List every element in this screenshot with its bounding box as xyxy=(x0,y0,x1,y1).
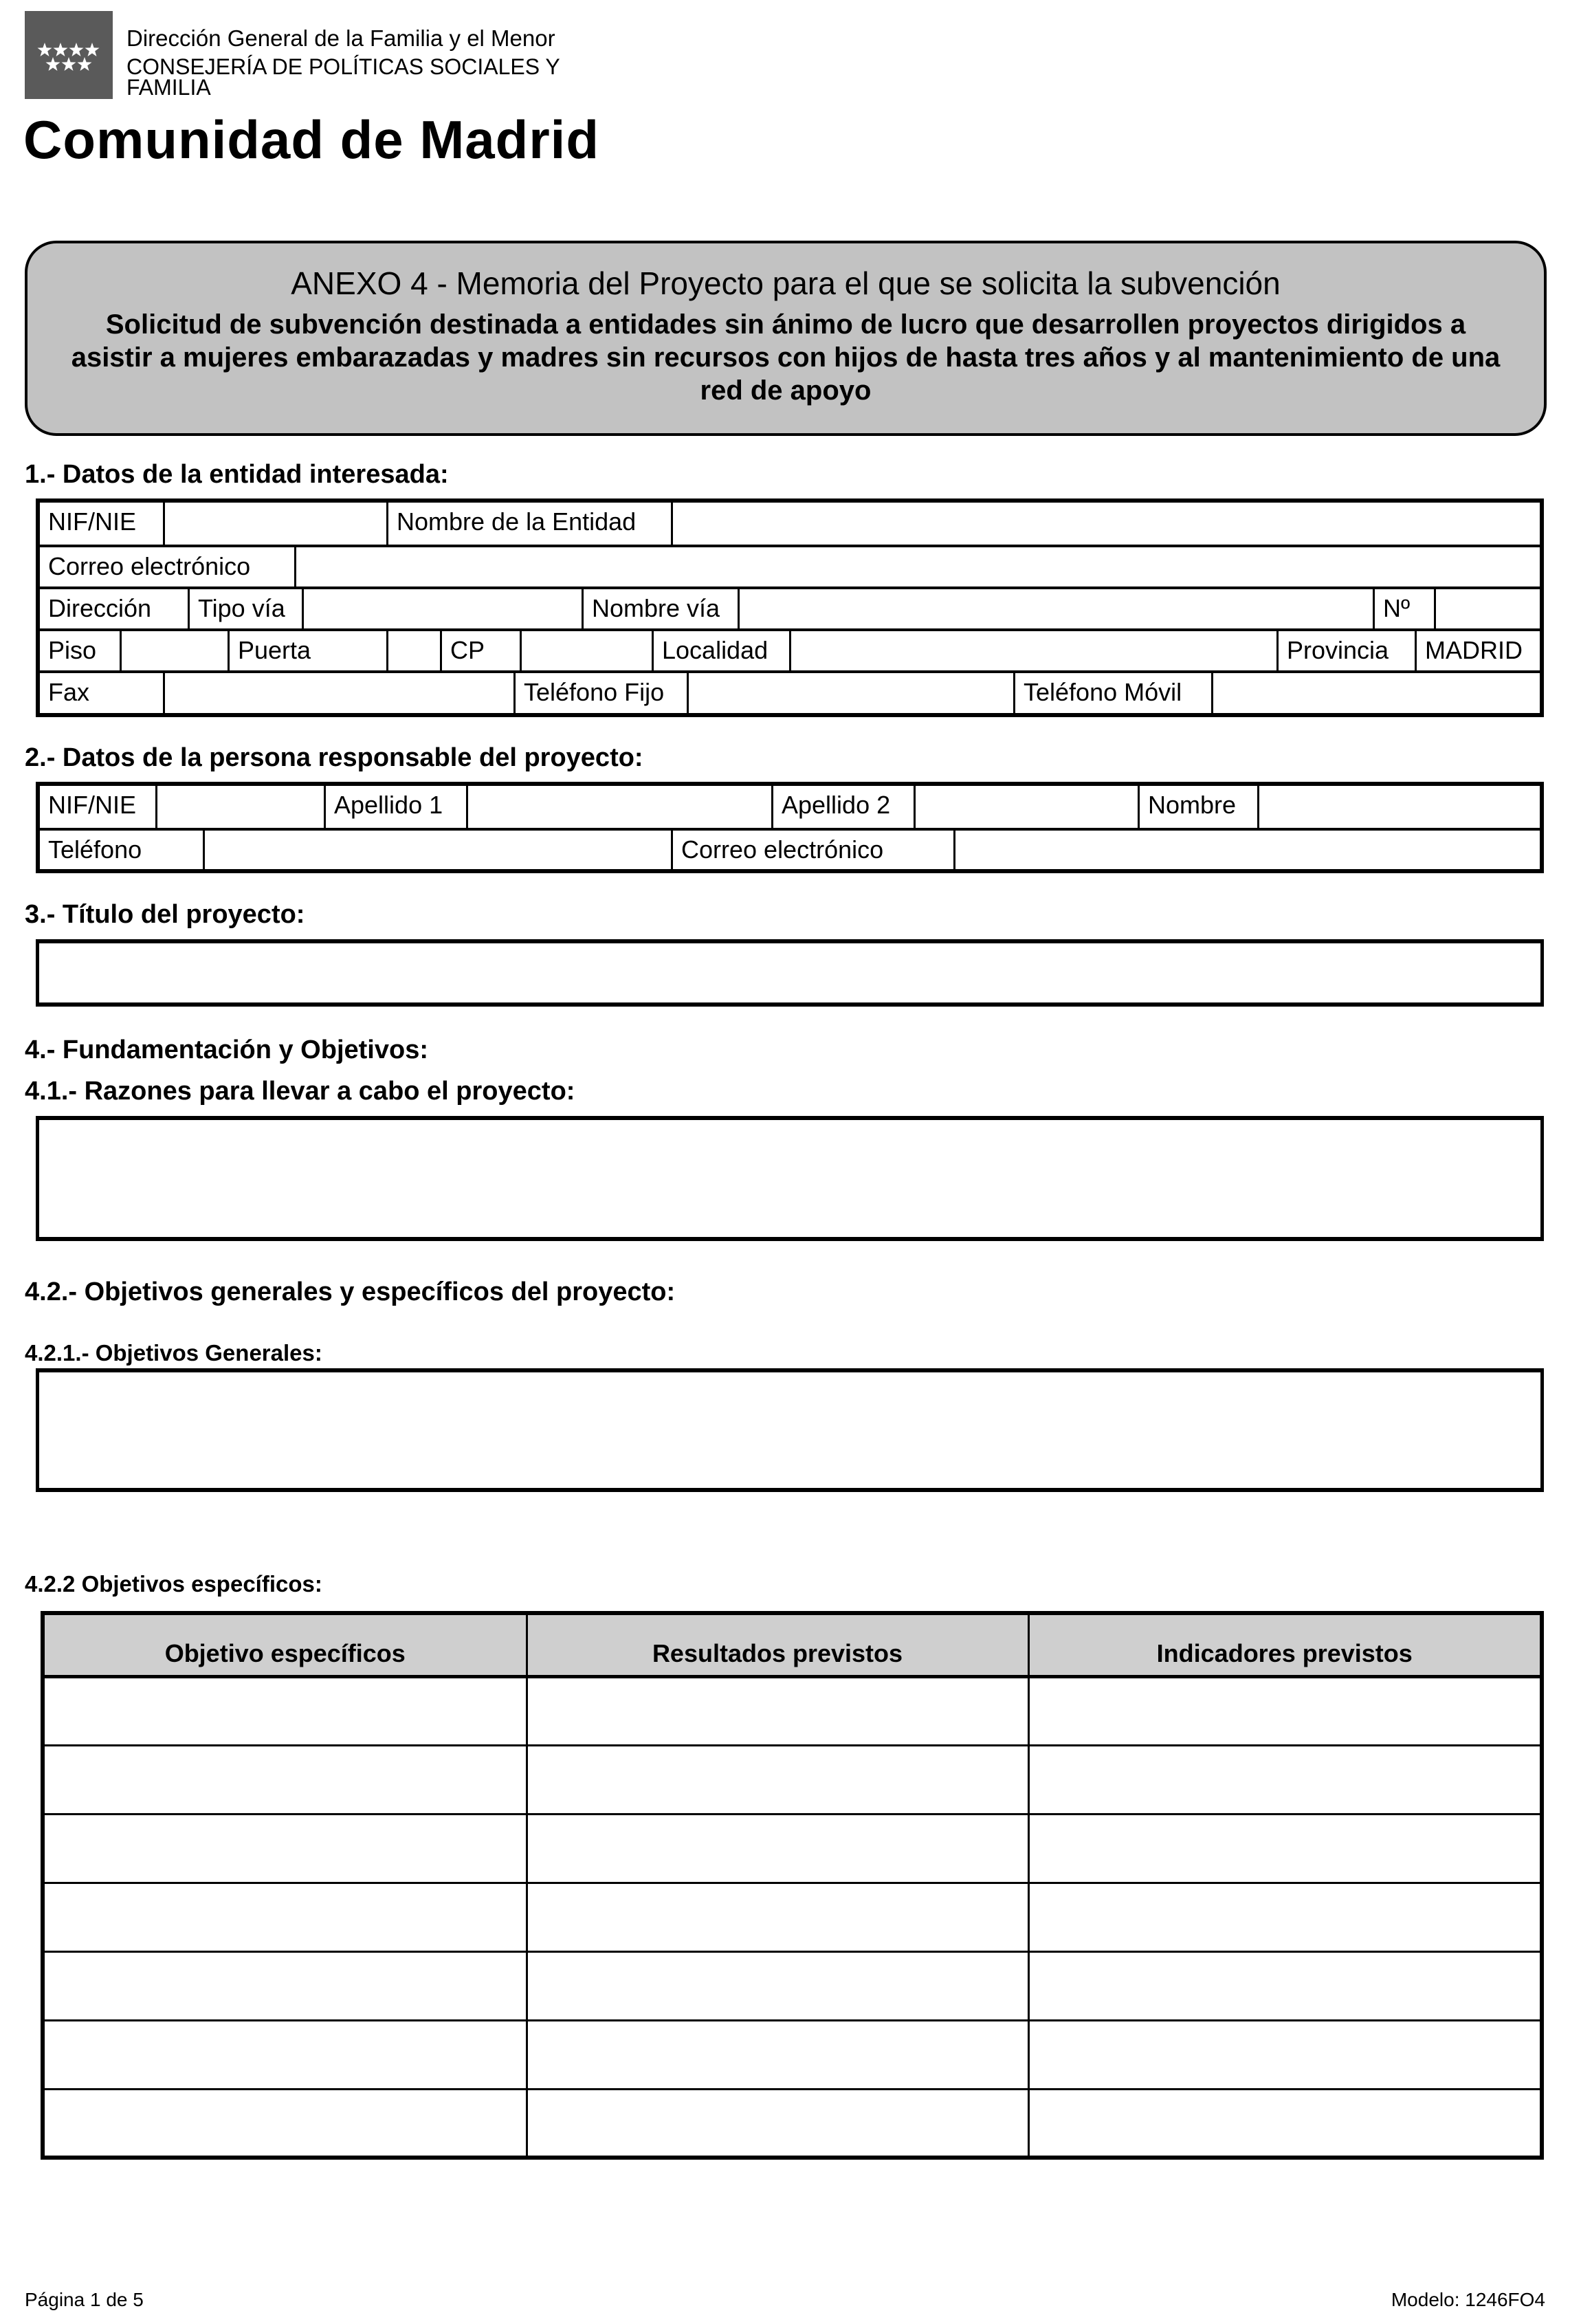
objective-cell[interactable] xyxy=(43,2020,527,2089)
section422-heading: 4.2.2 Objetivos específicos: xyxy=(25,1571,322,1597)
stars-icon xyxy=(25,11,113,99)
surname2-input[interactable] xyxy=(914,786,1138,828)
floor-input[interactable] xyxy=(120,631,228,670)
fax-input[interactable] xyxy=(163,673,513,713)
results-cell[interactable] xyxy=(527,1676,1028,1745)
objective-cell[interactable] xyxy=(43,1883,527,1951)
results-cell[interactable] xyxy=(527,2020,1028,2089)
mobile-input[interactable] xyxy=(1211,673,1540,713)
postal-code-label: CP xyxy=(440,631,520,670)
surname1-input[interactable] xyxy=(466,786,771,828)
results-cell[interactable] xyxy=(527,2089,1028,2158)
province-value[interactable]: MADRID xyxy=(1415,631,1540,670)
comunidad-madrid-logo-icon xyxy=(25,11,113,99)
street-type-input[interactable] xyxy=(302,589,582,628)
fax-label: Fax xyxy=(48,678,90,706)
objective-cell[interactable] xyxy=(43,2089,527,2158)
results-cell[interactable] xyxy=(527,1745,1028,1814)
entity-row-5 xyxy=(40,670,1540,713)
table-row xyxy=(43,2089,1542,2158)
first-name-label: Nombre xyxy=(1138,786,1257,828)
table-row xyxy=(43,2020,1542,2089)
entity-data-table xyxy=(36,498,1544,717)
street-name-input[interactable] xyxy=(738,589,1373,628)
person-nif-input[interactable] xyxy=(155,786,324,828)
door-label: Puerta xyxy=(228,631,386,670)
locality-label: Localidad xyxy=(652,631,789,670)
person-email-input[interactable] xyxy=(953,831,1540,869)
person-phone-input[interactable] xyxy=(203,831,671,869)
form-title-box xyxy=(25,241,1547,436)
section421-heading: 4.2.1.- Objetivos Generales: xyxy=(25,1340,322,1366)
number-label: Nº xyxy=(1373,589,1434,628)
objective-cell[interactable] xyxy=(43,1745,527,1814)
street-type-label: Tipo vía xyxy=(188,589,302,628)
email-label: Correo electrónico xyxy=(48,552,251,580)
indicators-cell[interactable] xyxy=(1028,1745,1542,1814)
table-row xyxy=(43,1745,1542,1814)
directorate-name: Dirección General de la Familia y el Menor xyxy=(126,25,555,51)
section4-heading: 4.- Fundamentación y Objetivos: xyxy=(25,1035,428,1064)
entity-row-2 xyxy=(40,545,1540,587)
entity-name-label: Nombre de la Entidad xyxy=(386,503,671,545)
form-title: ANEXO 4 - Memoria del Proyecto para el que se solicita la subvención xyxy=(291,265,1281,301)
floor-label: Piso xyxy=(48,636,97,664)
form-subtitle: Solicitud de subvención destinada a entidades sin ánimo de lucro que desarrollen proyectos dirigidos a asistir a mujeres embarazadas y madres sin recursos con hijos de hasta tres años y al mantenimiento de una red de apoyo xyxy=(71,309,1501,406)
general-objectives-input[interactable] xyxy=(36,1368,1544,1492)
street-name-label: Nombre vía xyxy=(582,589,738,628)
address-label: Dirección xyxy=(48,594,152,622)
table-header-row xyxy=(43,1613,1542,1676)
person-row-2 xyxy=(40,828,1540,869)
objective-cell[interactable] xyxy=(43,1814,527,1883)
entity-name-input[interactable] xyxy=(671,503,1540,545)
person-phone-label: Teléfono xyxy=(48,835,142,864)
department-name: CONSEJERÍA DE POLÍTICAS SOCIALES Y FAMILIA xyxy=(126,54,560,100)
project-title-input[interactable] xyxy=(36,939,1544,1007)
indicators-cell[interactable] xyxy=(1028,1883,1542,1951)
indicators-cell[interactable] xyxy=(1028,2089,1542,2158)
first-name-input[interactable] xyxy=(1257,786,1540,828)
person-row-1 xyxy=(40,786,1540,828)
brand-title: Comunidad de Madrid xyxy=(23,109,599,170)
column-header-objective: Objetivo específicos xyxy=(43,1613,527,1676)
person-nif-label: NIF/NIE xyxy=(48,791,137,819)
table-row xyxy=(43,1676,1542,1745)
surname1-label: Apellido 1 xyxy=(324,786,466,828)
entity-row-1 xyxy=(40,503,1540,545)
section3-heading: 3.- Título del proyecto: xyxy=(25,900,305,929)
section2-heading: 2.- Datos de la persona responsable del proyecto: xyxy=(25,743,643,772)
model-code: Modelo: 1246FO4 xyxy=(1391,2289,1545,2310)
project-reasons-input[interactable] xyxy=(36,1116,1544,1241)
nif-input[interactable] xyxy=(163,503,386,545)
section1-heading: 1.- Datos de la entidad interesada: xyxy=(25,460,449,489)
indicators-cell[interactable] xyxy=(1028,1951,1542,2020)
section41-heading: 4.1.- Razones para llevar a cabo el proyecto: xyxy=(25,1077,575,1106)
indicators-cell[interactable] xyxy=(1028,1676,1542,1745)
surname2-label: Apellido 2 xyxy=(771,786,914,828)
table-row xyxy=(43,1951,1542,2020)
landline-input[interactable] xyxy=(687,673,1013,713)
postal-code-input[interactable] xyxy=(520,631,652,670)
nif-label: NIF/NIE xyxy=(48,507,137,536)
page-number: Página 1 de 5 xyxy=(25,2289,144,2310)
mobile-label: Teléfono Móvil xyxy=(1013,673,1211,713)
objective-cell[interactable] xyxy=(43,1676,527,1745)
results-cell[interactable] xyxy=(527,1883,1028,1951)
person-email-label: Correo electrónico xyxy=(671,831,953,869)
results-cell[interactable] xyxy=(527,1814,1028,1883)
landline-label: Teléfono Fijo xyxy=(513,673,687,713)
objective-cell[interactable] xyxy=(43,1951,527,2020)
entity-row-4 xyxy=(40,628,1540,670)
door-input[interactable] xyxy=(386,631,440,670)
responsible-person-table xyxy=(36,782,1544,873)
number-input[interactable] xyxy=(1434,589,1540,628)
column-header-results: Resultados previstos xyxy=(527,1613,1028,1676)
indicators-cell[interactable] xyxy=(1028,2020,1542,2089)
province-label: Provincia xyxy=(1276,631,1415,670)
results-cell[interactable] xyxy=(527,1951,1028,2020)
locality-input[interactable] xyxy=(789,631,1276,670)
specific-objectives-table xyxy=(41,1611,1544,2160)
entity-row-3 xyxy=(40,587,1540,628)
email-input[interactable] xyxy=(294,547,1540,587)
column-header-indicators: Indicadores previstos xyxy=(1028,1613,1542,1676)
section42-heading: 4.2.- Objetivos generales y específicos del proyecto: xyxy=(25,1278,676,1306)
table-row xyxy=(43,1883,1542,1951)
table-row xyxy=(43,1814,1542,1883)
indicators-cell[interactable] xyxy=(1028,1814,1542,1883)
